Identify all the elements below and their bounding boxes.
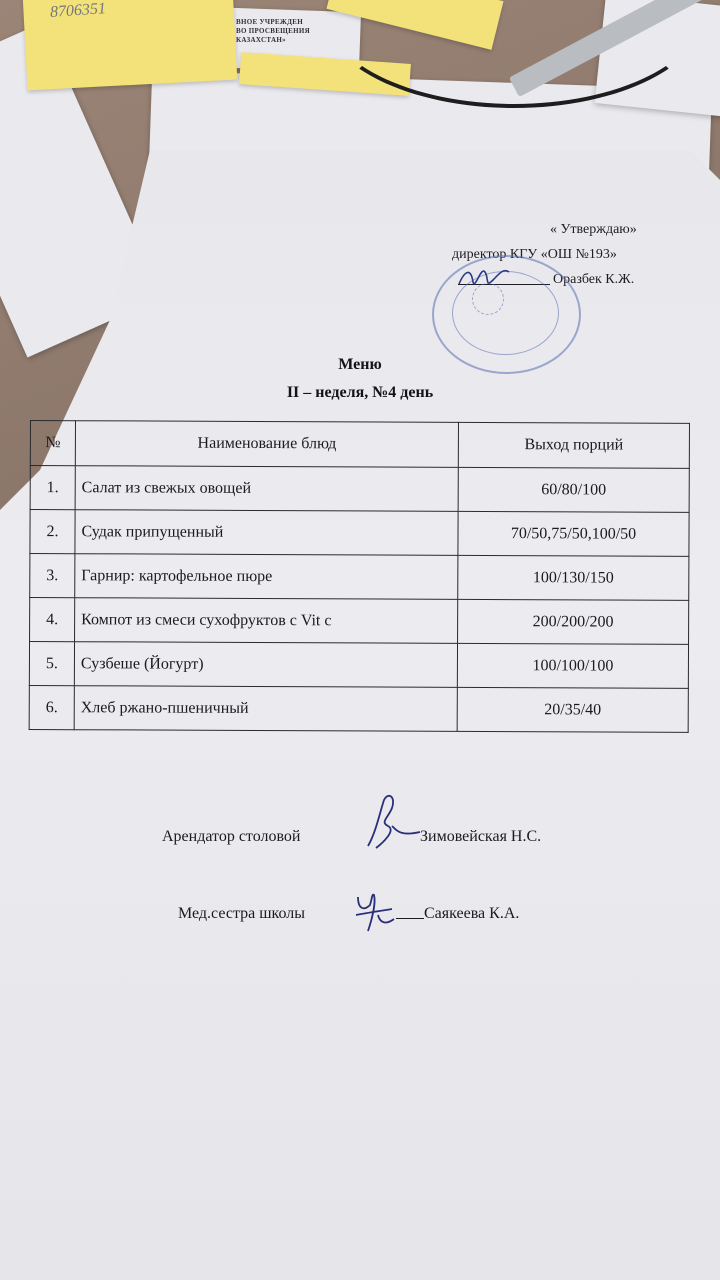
dish-name: Хлеб ржано-пшеничный	[74, 686, 457, 732]
approval-director-name: Оразбек К.Ж.	[553, 272, 635, 287]
portion-output: 20/35/40	[457, 687, 688, 732]
nurse-signature	[350, 885, 400, 937]
dish-name: Судак припущенный	[75, 510, 458, 556]
document-subtitle: II – неделя, №4 день	[286, 384, 434, 401]
dish-name: Сузбеше (Йогурт)	[74, 642, 457, 688]
row-number: 3.	[30, 554, 75, 598]
nurse-role: Мед.сестра школы	[178, 905, 306, 922]
table-header-row	[30, 421, 689, 469]
portion-output: 200/200/200	[458, 599, 689, 644]
table-row	[29, 685, 688, 732]
header-portion-output: Выход порций	[458, 422, 689, 468]
table-row	[30, 554, 689, 601]
dish-name: Гарнир: картофельное пюре	[75, 554, 458, 600]
director-signature	[455, 262, 515, 292]
tenant-name: Зимовейская Н.С.	[420, 828, 542, 845]
dish-name: Салат из свежых овощей	[75, 466, 458, 512]
approval-director-title: директор КГУ «ОШ №193»	[452, 247, 617, 262]
document-title: Меню	[338, 356, 382, 373]
portion-output: 60/80/100	[458, 467, 689, 512]
dish-name: Компот из смеси сухофруктов с Vit c	[75, 598, 458, 644]
table-row	[30, 510, 689, 557]
nurse-name: Саякеева К.А.	[424, 905, 520, 922]
background-institution-stamp-text: ВНОЕ УЧРЕЖДЕН ВО ПРОСВЕЩЕНИЯ КАЗАХСТАН»	[236, 18, 310, 44]
menu-table	[29, 420, 690, 733]
portion-output: 100/100/100	[457, 643, 688, 688]
tenant-role: Арендатор столовой	[162, 828, 301, 845]
table-row	[29, 642, 688, 689]
nurse-signature-line	[396, 918, 424, 919]
sticky-note-handwriting: 8706351	[49, 0, 107, 21]
row-number: 6.	[29, 685, 74, 729]
header-dish-name: Наименование блюд	[75, 421, 458, 468]
portion-output: 100/130/150	[458, 555, 689, 600]
table-row	[30, 466, 689, 513]
tenant-signature	[362, 792, 424, 852]
approval-heading: « Утверждаю»	[550, 222, 637, 237]
row-number: 5.	[29, 642, 74, 686]
table-row	[30, 598, 689, 645]
row-number: 4.	[30, 598, 75, 642]
header-number: №	[30, 421, 75, 466]
portion-output: 70/50,75/50,100/50	[458, 511, 689, 556]
row-number: 1.	[30, 466, 75, 510]
row-number: 2.	[30, 510, 75, 554]
